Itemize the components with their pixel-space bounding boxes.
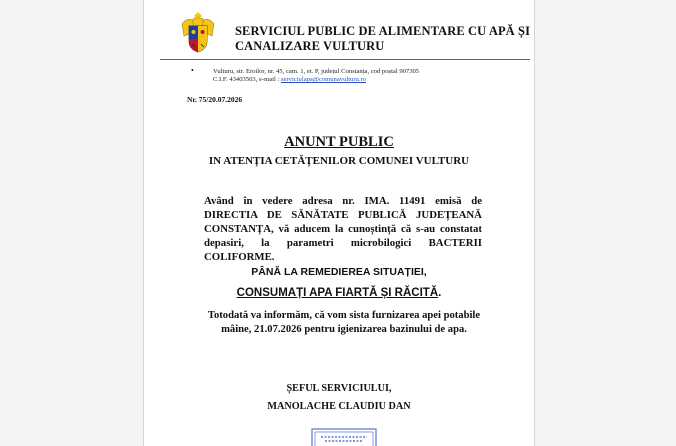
coat-of-arms-icon	[178, 10, 218, 54]
boil-water-text: CONSUMAȚI APA FIARTĂ ȘI RĂCITĂ	[236, 287, 439, 299]
supply-interruption-notice: Totodată va informăm, că vom sista furnizarea apei potabile mâine, 21.07.2026 pentru igienizarea bazinului de apa.	[207, 310, 481, 335]
address-line: Vulturu, str. Eroilor, nr. 45, cam. 1, et. P, județul Constanța, cod poștal 907305	[213, 68, 420, 75]
boil-water-notice	[143, 287, 535, 299]
cif-line	[213, 76, 513, 84]
org-line-1: SERVICIUL PUBLIC DE ALIMENTARE CU APĂ ȘI	[235, 24, 531, 38]
page-subtitle: IN ATENȚIA CETĂȚENILOR COMUNEI VULTURU	[208, 155, 470, 167]
organization-name	[235, 24, 535, 54]
until-remediation-text: PÂNĂ LA REMEDIEREA SITUAȚIEI,	[251, 266, 427, 278]
boil-water-period: .	[438, 287, 442, 299]
cif-text: C.I.F. 43403503, e-mail :	[213, 76, 280, 83]
signature-role: ȘEFUL SERVICIULUI,	[286, 383, 392, 394]
signature-name: MANOLACHE CLAUDIU DAN	[267, 401, 411, 412]
address-block	[213, 68, 513, 84]
email-link[interactable]: serviciulapa@comunavulturu.ro	[280, 76, 366, 83]
bullet-icon: •	[191, 66, 194, 75]
org-line-2: CANALIZARE VULTURU	[235, 39, 385, 53]
document-number: Nr. 75/20.07.2026	[187, 95, 243, 104]
body-paragraph: Având în vedere adresa nr. IMA. 11491 emisă de DIRECTIA DE SĂNĂTATE PUBLICĂ JUDEȚEANĂ CONSTANȚA, vă aducem la cunoștință că s-au constatat depasiri, la parametri microbilogici BACTERII COLIFORME.	[204, 195, 482, 263]
official-stamp-icon	[311, 428, 377, 446]
page-title: ANUNT PUBLIC	[284, 134, 394, 150]
header-divider	[160, 59, 530, 60]
